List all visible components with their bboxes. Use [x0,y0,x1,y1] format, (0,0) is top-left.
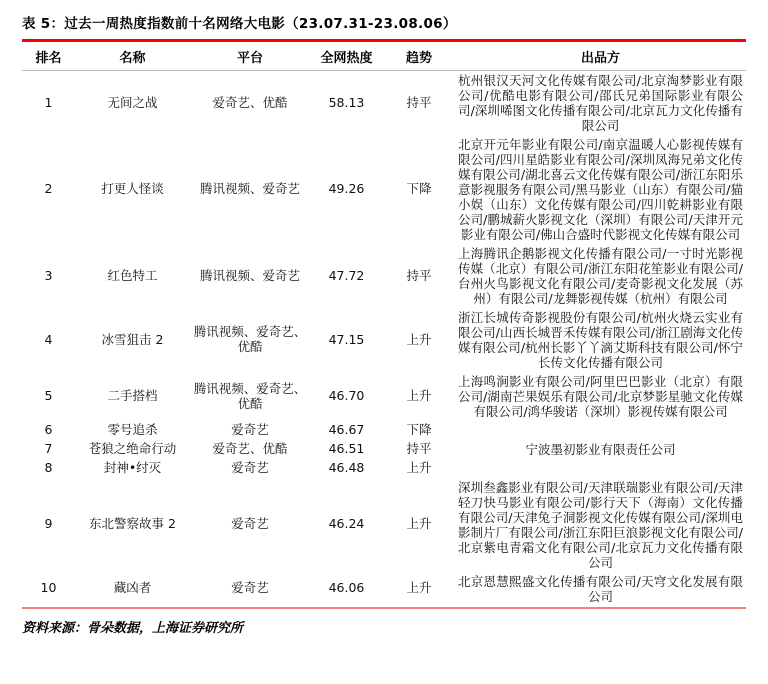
column-header-trend: 趋势 [383,41,455,71]
cell-heat: 47.15 [328,331,365,347]
cell-platform: 腾讯视频、爱奇艺 [199,267,300,283]
cell-name: 零号追杀 [107,422,158,437]
table-row [22,244,746,308]
cell-rank: 1 [44,94,53,110]
cell-producer [455,459,746,478]
cell-trend: 持平 [406,94,432,110]
table-row [22,440,746,459]
cell-producer: 北京恩慧熙盛文化传播有限公司/天穹文化发展有限公司 [458,573,743,604]
cell-producer: 宁波墨初影业有限责任公司 [525,441,676,457]
column-header-platform: 平台 [190,41,310,71]
cell-heat: 49.26 [328,181,365,197]
cell-platform: 腾讯视频、爱奇艺、优酷 [193,380,307,411]
cell-platform: 爱奇艺 [231,459,269,475]
cell-name: 红色特工 [107,267,158,283]
table-title: 表 5：过去一周热度指数前十名网络大电影（23.07.31-23.08.06） [22,16,457,32]
source-note: 资料来源：骨朵数据，上海证券研究所 [22,620,244,636]
table-header [22,41,746,71]
column-header-producer: 出品方 [455,41,746,71]
cell-heat: 46.70 [328,388,365,404]
cell-trend: 上升 [406,516,432,532]
cell-producer [455,421,746,440]
cell-rank: 9 [44,516,53,532]
table-row [22,308,746,372]
cell-platform: 爱奇艺 [231,422,269,437]
cell-heat: 46.24 [328,516,365,532]
cell-heat: 46.06 [328,580,365,596]
table-row [22,478,746,572]
cell-producer: 北京开元年影业有限公司/南京温暖人心影视传媒有限公司/四川星皓影业有限公司/深圳凤海兄弟文化传媒有限公司/湖北喜云文化传媒有限公司/浙江东阳乐意影视服务有限公司/黑马影业（山东）有限公司/猫小娱（山东）文化传媒有限公司/四川乾耕影业有限公司/鹏城薪火影视文化（深圳）有限公司/天津开元影业有限公司/佛山合盛时代影视文化传媒有限公司 [458,137,743,242]
column-header-heat: 全网热度 [310,41,383,71]
cell-rank: 4 [44,331,53,347]
cell-trend: 下降 [406,181,432,197]
cell-trend: 上升 [406,388,432,404]
table-row [22,135,746,244]
cell-name: 苍狼之绝命行动 [88,440,177,456]
column-header-rank: 排名 [22,41,75,71]
cell-trend: 持平 [406,440,432,456]
cell-heat: 47.72 [328,267,365,283]
cell-platform: 爱奇艺 [231,516,269,532]
cell-trend: 下降 [406,422,432,437]
cell-trend: 上升 [406,459,432,475]
cell-heat: 46.48 [328,459,365,475]
cell-platform: 腾讯视频、爱奇艺 [199,181,300,197]
cell-heat: 58.13 [328,94,365,110]
table-row [22,71,746,136]
cell-platform: 爱奇艺、优酷 [212,440,288,456]
cell-name: 东北警察故事 2 [89,516,176,532]
cell-trend: 上升 [406,331,432,347]
cell-rank: 7 [44,440,53,456]
cell-name: 藏凶者 [113,580,152,596]
cell-heat: 46.51 [328,440,365,456]
table-row [22,459,746,478]
cell-name: 打更人怪谈 [101,181,164,197]
cell-producer: 杭州银汉天河文化传媒有限公司/北京淘梦影业有限公司/优酷电影有限公司/邵氏兄弟国际影业有限公司/深圳唏图文化传播有限公司/北京瓦力文化传播有限公司 [458,73,743,133]
cell-name: 无间之战 [107,94,158,110]
cell-producer: 深圳叁鑫影业有限公司/天津联瑞影业有限公司/天津轻刀快马影业有限公司/影行天下（海南）文化传播有限公司/天津兔子洞影视文化传媒有限公司/深圳电影制片厂有限公司/浙江东阳巨浪影视文化有限公司/北京紫电青霜文化有限公司/北京瓦力文化传播有限公司 [458,479,743,570]
cell-trend: 持平 [406,267,432,283]
column-header-name: 名称 [75,41,190,71]
cell-name: 冰雪狙击 2 [101,331,164,347]
cell-trend: 上升 [406,580,432,596]
cell-rank: 2 [44,181,53,197]
table-row [22,372,746,421]
cell-producer: 浙江长城传奇影视股份有限公司/杭州火烧云实业有限公司/山西长城晋禾传媒有限公司/浙江剧海文化传媒有限公司/杭州长影丫丫滴艾斯科技有限公司/怀宁长传文化传播有限公司 [458,310,743,370]
cell-rank: 3 [44,267,53,283]
cell-rank: 8 [44,459,53,475]
cell-rank: 6 [44,422,53,437]
cell-producer: 上海鸣涧影业有限公司/阿里巴巴影业（北京）有限公司/湖南芒果娱乐有限公司/北京梦影星驰文化传媒有限公司/鸿华骏诺（深圳）影视传媒有限公司 [458,374,743,419]
cell-producer: 上海腾讯企鹅影视文化传播有限公司/一寸时光影视传媒（北京）有限公司/浙江东阳花笙影业有限公司/台州火鸟影视文化有限公司/麦奇影视文化发展（苏州）有限公司/龙舞影视传媒（杭州）有限公司 [458,246,743,306]
cell-rank: 5 [44,388,53,404]
cell-platform: 爱奇艺、优酷 [212,94,288,110]
heat-index-table [22,39,746,606]
cell-rank: 10 [40,580,57,596]
cell-heat: 46.67 [328,422,365,437]
cell-name: 封神•纣灭 [103,459,162,475]
table-row [22,572,746,606]
cell-platform: 爱奇艺 [231,580,269,596]
cell-platform: 腾讯视频、爱奇艺、优酷 [193,324,307,354]
cell-name: 二手搭档 [107,388,158,404]
table-row [22,421,746,440]
